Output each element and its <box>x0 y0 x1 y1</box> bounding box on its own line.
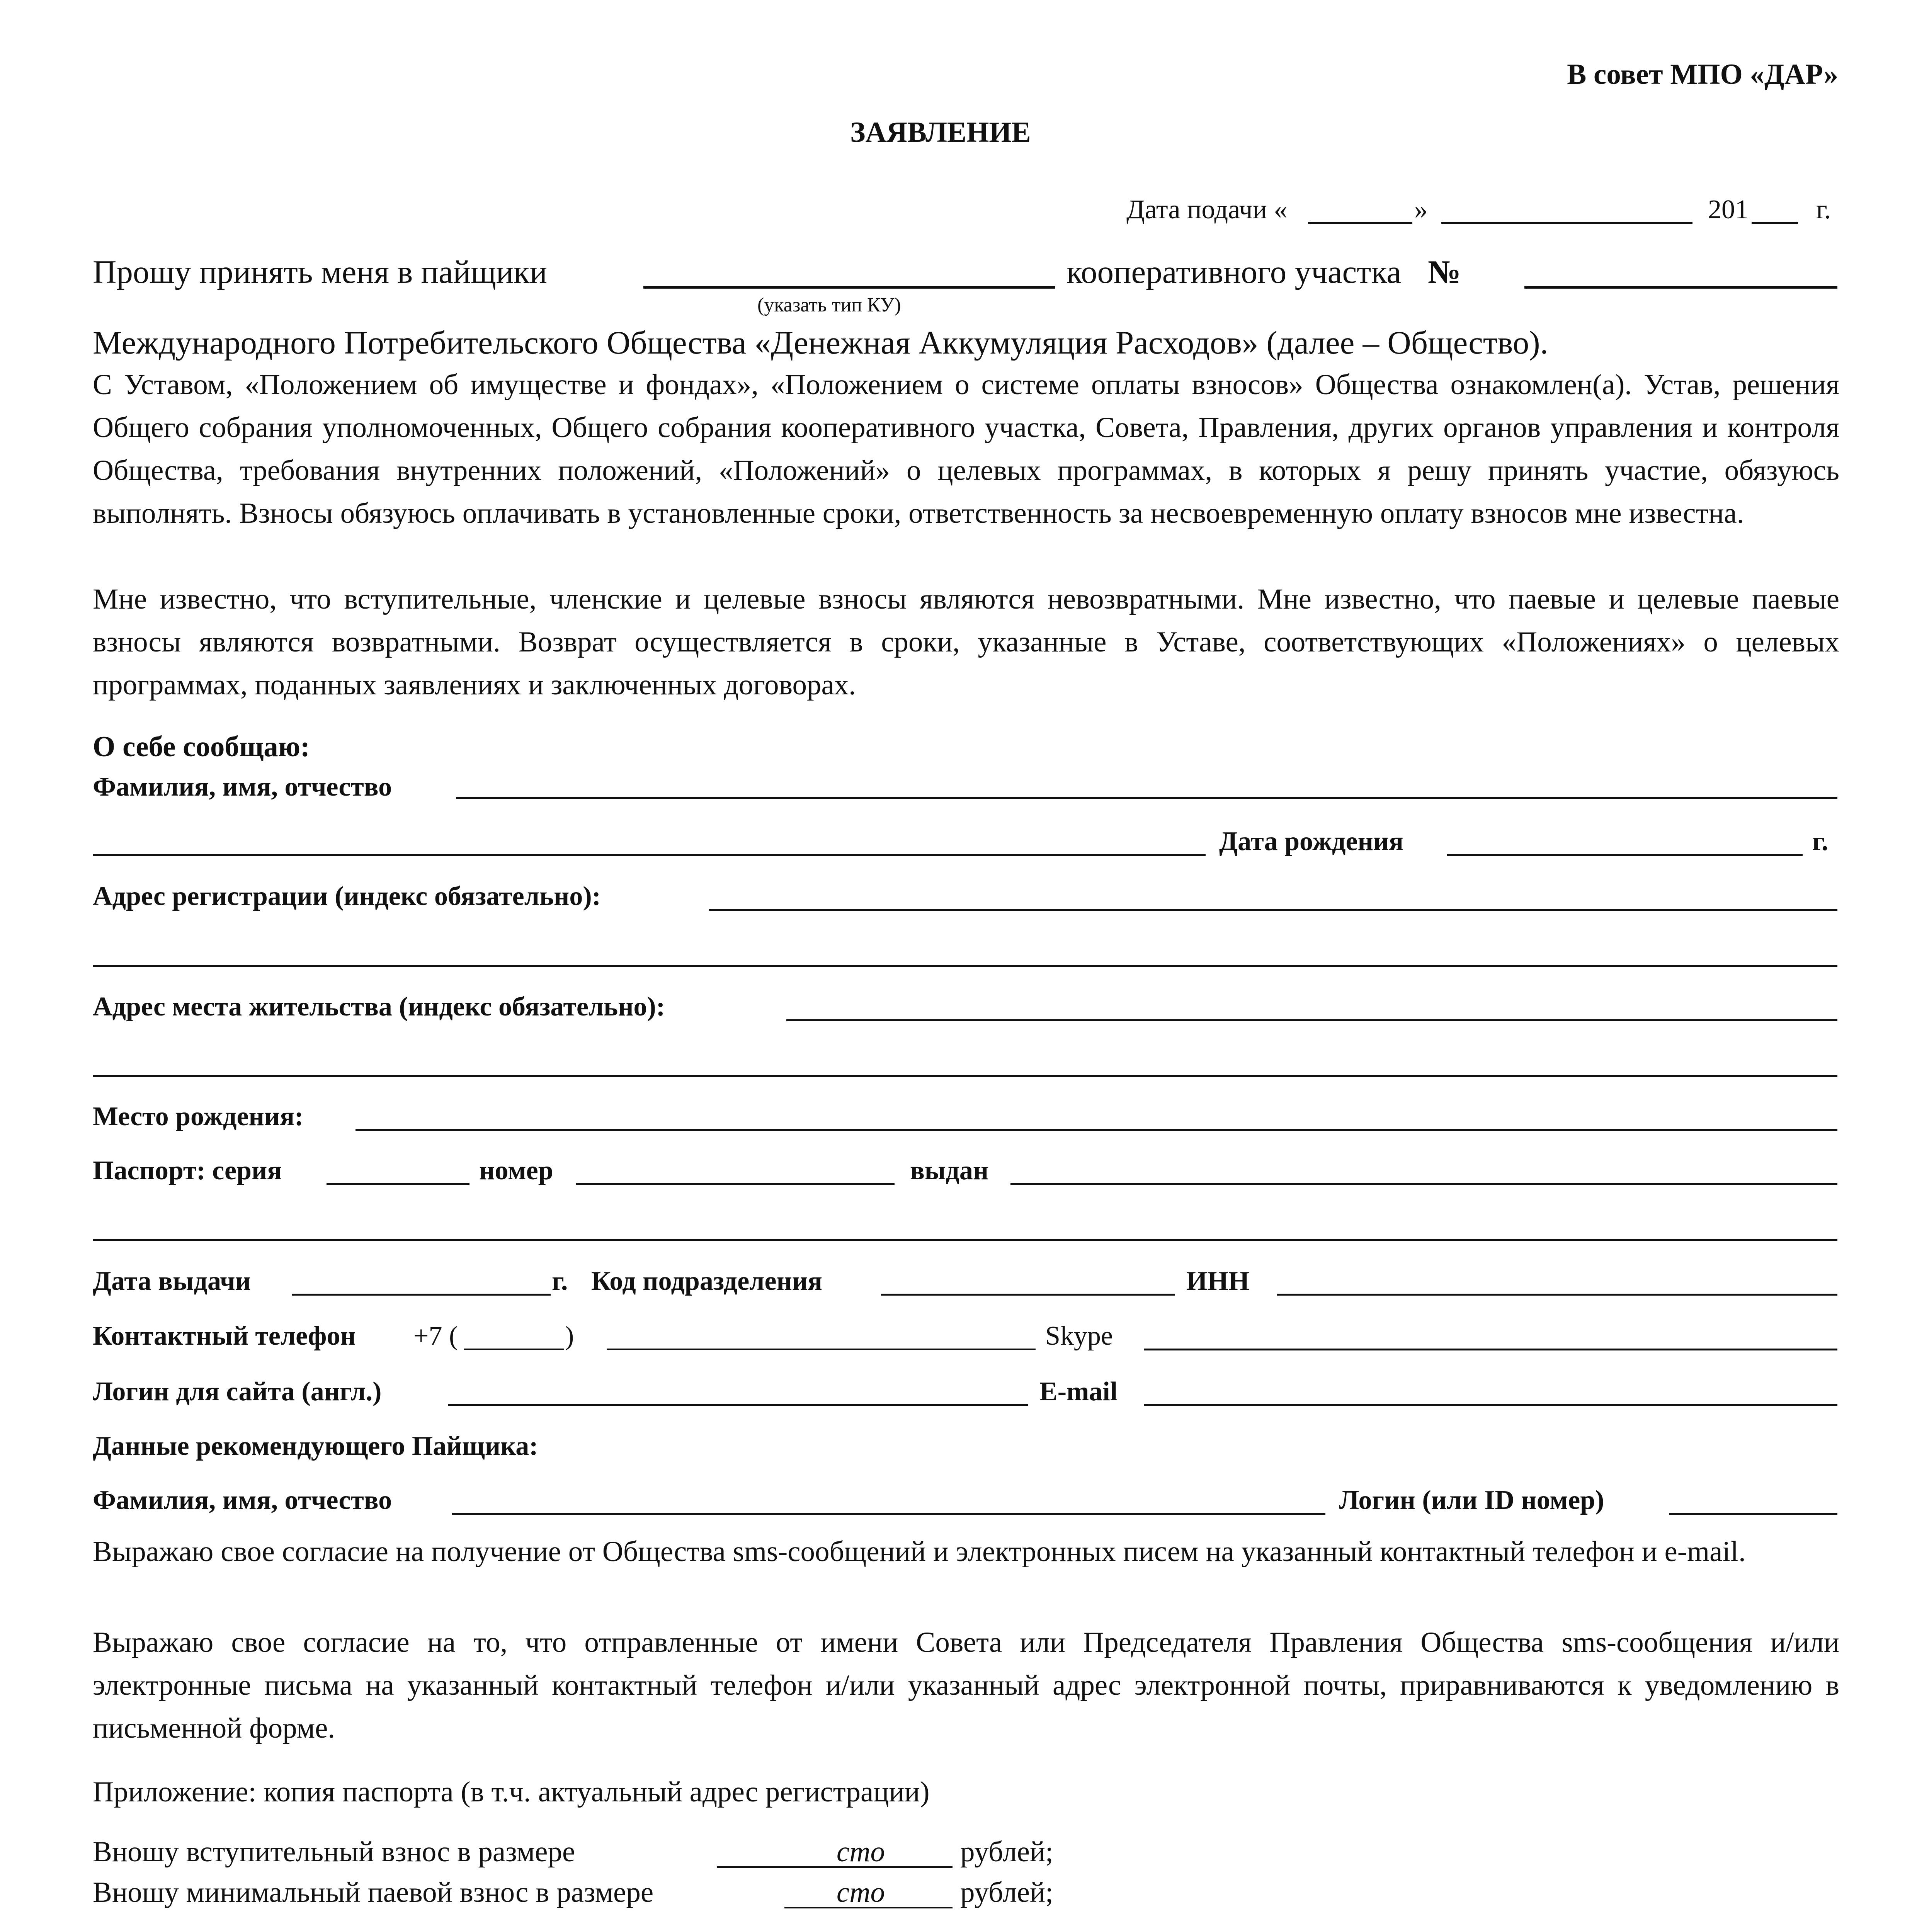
date-year-field[interactable] <box>1752 222 1798 224</box>
number-sign: № <box>1428 254 1461 290</box>
org-line: Международного Потребительского Общества «Денежная Аккумуляция Расходов» (далее – Общество). <box>93 325 1548 361</box>
page-title: ЗАЯВЛЕНИЕ <box>850 116 1031 148</box>
attachment-note: Приложение: копия паспорта (в т.ч. актуальный адрес регистрации) <box>93 1776 930 1808</box>
reg-address-field-2[interactable] <box>93 965 1837 967</box>
passport-issued-label: выдан <box>910 1156 989 1185</box>
issue-date-field[interactable] <box>292 1294 551 1296</box>
full-name-label: Фамилия, имя, отчество <box>93 772 392 802</box>
birth-place-field[interactable] <box>356 1129 1837 1131</box>
passport-number-label: номер <box>479 1156 553 1185</box>
section-title: О себе сообщаю: <box>93 731 310 763</box>
birth-date-label: Дата рождения <box>1219 827 1404 856</box>
referrer-name-field[interactable] <box>452 1513 1325 1515</box>
inn-label: ИНН <box>1186 1266 1250 1296</box>
site-login-label: Логин для сайта (англ.) <box>93 1377 382 1406</box>
date-year-suffix: г. <box>1816 195 1831 224</box>
division-code-label: Код подразделения <box>591 1266 823 1296</box>
reg-address-label: Адрес регистрации (индекс обязательно): <box>93 881 601 911</box>
referrer-login-field[interactable] <box>1669 1513 1837 1515</box>
full-name-field-2[interactable] <box>93 854 1206 856</box>
passport-issued-field-2[interactable] <box>93 1239 1837 1241</box>
referrer-name-label: Фамилия, имя, отчество <box>93 1485 392 1515</box>
date-label: Дата подачи « <box>1126 195 1288 224</box>
referrer-login-label: Логин (или ID номер) <box>1339 1485 1604 1515</box>
share-fee-value: сто <box>837 1876 885 1908</box>
skype-label: Skype <box>1045 1321 1113 1351</box>
phone-prefix: +7 ( <box>413 1321 458 1351</box>
date-year-prefix: 201 <box>1708 195 1749 224</box>
email-field[interactable] <box>1144 1404 1837 1406</box>
email-label: E-mail <box>1039 1377 1118 1406</box>
phone-label: Контактный телефон <box>93 1321 356 1351</box>
request-middle: кооперативного участка <box>1067 254 1402 290</box>
sms-consent: Выражаю свое согласие на получение от Общества sms-сообщений и электронных писем на указанный контактный телефон и e-mail. <box>93 1536 1746 1568</box>
notification-consent: Выражаю свое согласие на то, что отправленные от имени Совета или Председателя Правления Общества sms-сообщения и/или электронные письма на указанный контактный телефон и/или указанный адрес электронной почты, приравниваются к уведомлению в письменной форме. <box>93 1626 1839 1744</box>
date-quote-close: » <box>1414 195 1428 224</box>
ku-type-hint: (указать тип КУ) <box>757 294 901 316</box>
fees-paragraph: Мне известно, что вступительные, членские и целевые взносы являются невозвратными. Мне известно, что паевые и целевые паевые взносы являются возвратными. Возврат осуществляется в сроки, указанные в Уставе, соответствующих «Положениях» о целевых программах, поданных заявлениях и заключенных договорах. <box>93 583 1839 701</box>
passport-series-label: Паспорт: серия <box>93 1156 282 1185</box>
request-prefix: Прошу принять меня в пайщики <box>93 254 547 290</box>
share-fee-label: Вношу минимальный паевой взнос в размере <box>93 1876 654 1908</box>
phone-code-field[interactable] <box>464 1349 564 1350</box>
entry-fee-field[interactable] <box>717 1866 953 1868</box>
entry-fee-label: Вношу вступительный взнос в размере <box>93 1836 575 1868</box>
ku-type-field[interactable] <box>643 286 1055 289</box>
issue-date-label: Дата выдачи <box>93 1266 251 1296</box>
issue-date-suffix: г. <box>552 1266 568 1296</box>
addressee: В совет МПО «ДАР» <box>1567 58 1838 90</box>
charter-paragraph: С Уставом, «Положением об имуществе и фондах», «Положением о системе оплаты взносов» Общества ознакомлен(а). Устав, решения Общего собрания уполномоченных, Общего собрания кооперативного участка, Совета, Правления, других органов управления и контроля Общества, требования внутренних положений, «Положений» о целевых программах, в которых я решу принять участие, обязуюсь выполнять. Взносы обязуюсь оплачивать в установленные сроки, ответственность за несвоевременную оплату взносов мне известна. <box>93 369 1839 529</box>
division-code-field[interactable] <box>881 1294 1175 1296</box>
birth-date-field[interactable] <box>1447 854 1803 856</box>
date-month-field[interactable] <box>1441 222 1692 224</box>
passport-issued-field[interactable] <box>1010 1183 1837 1185</box>
full-name-field[interactable] <box>456 797 1837 799</box>
reg-address-field[interactable] <box>709 909 1837 911</box>
site-login-field[interactable] <box>448 1404 1028 1406</box>
date-day-field[interactable] <box>1308 222 1412 224</box>
inn-field[interactable] <box>1277 1294 1837 1296</box>
live-address-field-2[interactable] <box>93 1075 1837 1077</box>
live-address-field[interactable] <box>786 1019 1837 1021</box>
share-fee-unit: рублей; <box>960 1876 1054 1908</box>
skype-field[interactable] <box>1144 1349 1837 1350</box>
ku-number-field[interactable] <box>1524 286 1837 289</box>
referrer-title: Данные рекомендующего Пайщика: <box>93 1431 538 1461</box>
entry-fee-value: сто <box>837 1836 885 1868</box>
birth-date-suffix: г. <box>1812 827 1829 856</box>
phone-number-field[interactable] <box>607 1349 1036 1350</box>
passport-series-field[interactable] <box>327 1183 469 1185</box>
live-address-label: Адрес места жительства (индекс обязательно): <box>93 992 665 1022</box>
phone-close: ) <box>565 1321 574 1351</box>
passport-number-field[interactable] <box>576 1183 895 1185</box>
entry-fee-unit: рублей; <box>960 1836 1054 1868</box>
birth-place-label: Место рождения: <box>93 1102 304 1131</box>
